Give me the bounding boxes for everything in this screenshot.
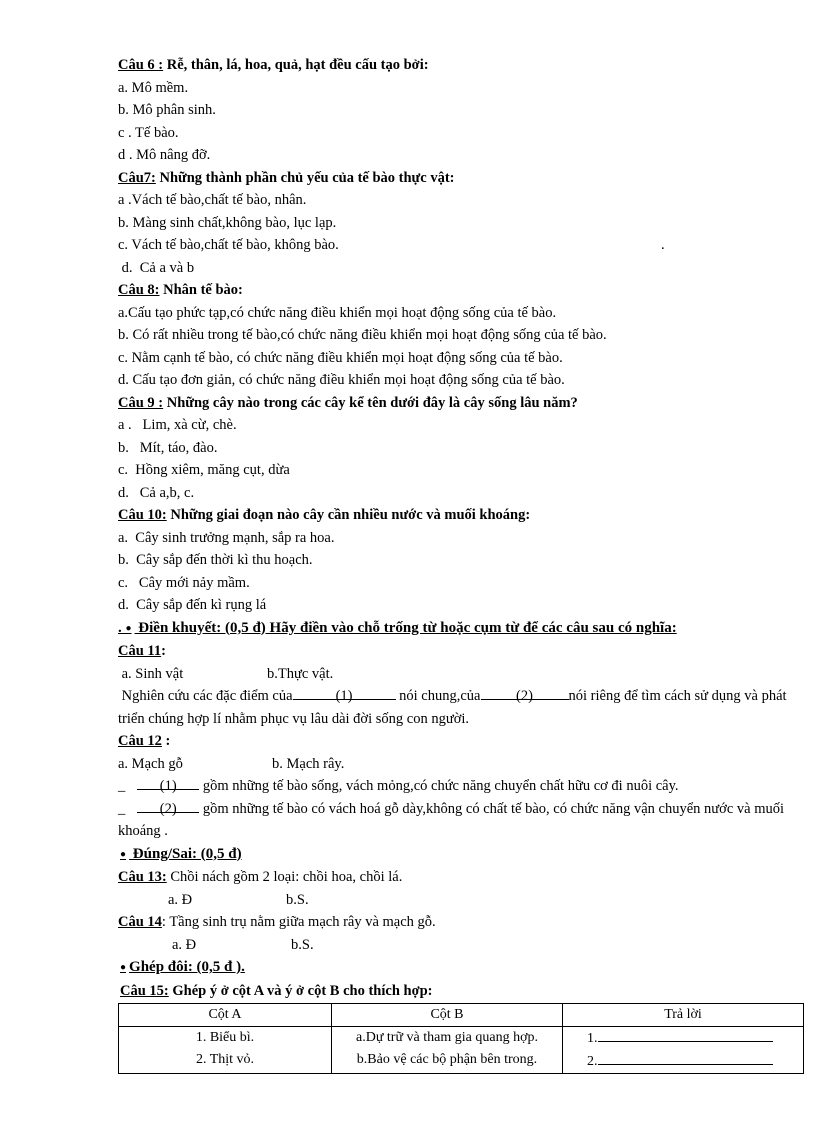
section-match-text: Ghép đôi: (0,5 đ ). xyxy=(129,959,245,975)
question-6 xyxy=(118,54,802,77)
header-answer: Trả lời xyxy=(563,1004,804,1027)
q12-options xyxy=(118,753,802,776)
section-true-false xyxy=(118,843,802,867)
question-12-label: Câu 12 xyxy=(118,733,162,749)
question-15-text: Ghép ý ở cột A và ý ở cột B cho thích hợp: xyxy=(168,982,433,999)
question-9-label: Câu 9 : xyxy=(118,394,164,411)
q11-sentence xyxy=(118,685,802,730)
q7-option-c xyxy=(118,234,802,257)
header-col-a: Cột A xyxy=(119,1004,332,1027)
q8-option-d: d. Cấu tạo đơn giản, có chức năng điều khiển mọi hoạt động sống của tế bào. xyxy=(118,372,565,388)
answer-line-1[interactable] xyxy=(587,1027,799,1050)
q14-option-b: b.S. xyxy=(291,936,314,953)
q11-blank-1-label: (1) xyxy=(335,688,353,704)
q11-blank-2[interactable] xyxy=(481,685,569,704)
table-header-row xyxy=(119,1004,804,1027)
q7-option-d: d. Cả a và b xyxy=(118,259,195,276)
question-6-label: Câu 6 : xyxy=(118,57,164,73)
q12-item-1-text: gồm những tế bào sống, vách mỏng,có chức năng chuyển chất hữu cơ đi nuôi cây. xyxy=(199,778,679,794)
question-11 xyxy=(118,640,802,663)
col-b-item-a: a.Dự trữ và tham gia quang hợp. xyxy=(356,1030,538,1045)
q7-option-b: b. Màng sinh chất,không bào, lục lạp. xyxy=(118,214,337,231)
stray-dot: . xyxy=(661,237,665,253)
q11-option-a: a. Sinh vật xyxy=(118,665,184,682)
question-13-text: Chồi nách gồm 2 loại: chồi hoa, chồi lá. xyxy=(166,869,403,885)
q7-option-a: a .Vách tế bào,chất tế bào, nhân. xyxy=(118,192,307,208)
q10-option-a: a. Cây sinh trưởng mạnh, sắp ra hoa. xyxy=(118,529,335,546)
question-14-text: : Tầng sinh trụ nằm giữa mạch rây và mạch gỗ. xyxy=(161,914,436,930)
col-a-item-1: 1. Biểu bì. xyxy=(195,1030,255,1045)
q10-option-b: b. Cây sắp đến thời kì thu hoạch. xyxy=(118,552,313,568)
worksheet-page xyxy=(118,54,802,1074)
matching-table xyxy=(118,1003,804,1074)
question-6-text: Rễ, thân, lá, hoa, quả, hạt đều cấu tạo bởi: xyxy=(163,57,429,73)
q12-blank-1-label: (1) xyxy=(159,778,177,794)
table-row xyxy=(119,1027,804,1074)
header-col-b: Cột B xyxy=(332,1004,563,1027)
q11-sentence-end: nói riêng để tìm cách sử dụng và phát triển chúng hợp lí nhằm phục vụ lâu dài đời sống con người. xyxy=(118,688,787,727)
question-10 xyxy=(118,504,802,527)
q8-option-b: b. Có rất nhiều trong tế bào,có chức năng điều khiển mọi hoạt động sống của tế bào. xyxy=(118,327,607,343)
question-8 xyxy=(118,279,802,302)
question-7 xyxy=(118,167,802,190)
question-8-text: Nhân tế bào: xyxy=(159,282,243,298)
q9-option-a: a . Lim, xà cừ, chè. xyxy=(118,417,237,433)
q9-option-d: d. Cả a,b, c. xyxy=(118,484,195,501)
q7-option-c-text: c. Vách tế bào,chất tế bào, không bào. xyxy=(118,237,339,253)
q6-option-d: d . Mô nâng đỡ. xyxy=(118,147,211,163)
q12-blank-2[interactable] xyxy=(137,798,199,817)
answer-1-label: 1. xyxy=(587,1031,598,1046)
bullet-icon: ● xyxy=(120,962,127,973)
question-13 xyxy=(118,866,802,889)
q12-option-b: b. Mạch rây. xyxy=(272,755,345,772)
section-fill-text: Điền khuyết: (0,5 đ) Hãy điền vào chỗ trống từ hoặc cụm từ để các câu sau có nghĩa: xyxy=(134,619,677,636)
question-9 xyxy=(118,392,802,415)
q14-options xyxy=(118,934,802,957)
question-15-label: Câu 15: xyxy=(120,982,169,999)
q13-option-b: b.S. xyxy=(286,891,309,908)
q11-sentence-mid: nói chung,của xyxy=(395,688,481,704)
answer-2-label: 2. xyxy=(587,1054,598,1069)
q12-blank-1[interactable] xyxy=(137,775,199,794)
section-fill-blanks xyxy=(118,617,802,641)
bullet-icon: ● xyxy=(125,622,132,634)
q6-option-b: b. Mô phân sinh. xyxy=(118,102,216,118)
bullet-icon: ● xyxy=(120,848,127,860)
answer-cell xyxy=(563,1027,804,1074)
q12-item-1 xyxy=(118,775,802,798)
question-10-label: Câu 10: xyxy=(118,507,167,523)
question-12-colon: : xyxy=(161,733,171,749)
q13-options xyxy=(118,889,802,912)
col-a-item-2: 2. Thịt vỏ. xyxy=(195,1052,255,1067)
section-tf-text: Đúng/Sai: (0,5 đ) xyxy=(129,845,242,862)
question-9-text: Những cây nào trong các cây kể tên dưới đây là cây sống lâu năm? xyxy=(163,394,578,411)
question-12 xyxy=(118,730,802,753)
q14-option-a: a. Đ xyxy=(172,936,197,953)
section-matching xyxy=(118,956,802,980)
question-11-label: Câu 11 xyxy=(118,643,162,659)
question-13-label: Câu 13: xyxy=(118,869,167,885)
q11-blank-2-label: (2) xyxy=(516,688,533,704)
q12-dash-2: _ xyxy=(118,800,126,817)
q11-options xyxy=(118,663,802,686)
q8-option-c: c. Nằm cạnh tế bào, có chức năng điều khiển mọi hoạt động sống của tế bào. xyxy=(118,349,563,366)
question-14-label: Câu 14 xyxy=(118,914,162,930)
q12-blank-2-label: (2) xyxy=(159,800,177,817)
q12-item-2-text: gồm những tế bào có vách hoá gỗ dày,không có chất tế bào, có chức năng vận chuyển nước và muối khoáng . xyxy=(118,800,785,839)
q9-option-b: b. Mít, táo, đào. xyxy=(118,439,218,456)
col-b-item-b: b.Bảo vệ các bộ phận bên trong. xyxy=(356,1052,538,1067)
q11-option-b: b.Thực vật. xyxy=(267,665,334,682)
section-fill-prefix: . xyxy=(118,619,126,636)
q12-item-2 xyxy=(118,798,802,843)
q6-option-a: a. Mô mềm. xyxy=(118,79,189,96)
q12-dash-1: _ xyxy=(118,778,126,794)
col-b-cell xyxy=(332,1027,563,1074)
q9-option-c: c. Hồng xiêm, măng cụt, dừa xyxy=(118,462,290,478)
q13-option-a: a. Đ xyxy=(168,891,193,908)
col-a-cell xyxy=(119,1027,332,1074)
question-7-text: Những thành phần chủ yếu của tế bào thực vật: xyxy=(155,169,455,186)
q11-blank-1[interactable] xyxy=(293,685,396,704)
q10-option-c: c. Cây mới nảy mầm. xyxy=(118,574,250,591)
question-14 xyxy=(118,911,802,934)
q11-sentence-start: Nghiên cứu các đặc điểm của xyxy=(118,688,293,704)
q6-option-c: c . Tế bào. xyxy=(118,124,179,141)
question-11-colon: : xyxy=(161,643,166,659)
question-8-label: Câu 8: xyxy=(118,282,160,298)
q12-option-a: a. Mạch gỗ xyxy=(118,755,183,772)
question-15 xyxy=(118,980,802,1003)
question-10-text: Những giai đoạn nào cây cần nhiều nước và muối khoáng: xyxy=(166,507,531,523)
answer-1-blank[interactable] xyxy=(598,1027,773,1042)
answer-line-2[interactable] xyxy=(587,1050,799,1073)
answer-2-blank[interactable] xyxy=(598,1050,773,1065)
q8-option-a: a.Cấu tạo phức tạp,có chức năng điều khiển mọi hoạt động sống của tế bào. xyxy=(118,304,557,321)
question-7-label: Câu7: xyxy=(118,169,156,186)
q10-option-d: d. Cây sắp đến kì rụng lá xyxy=(118,597,267,613)
